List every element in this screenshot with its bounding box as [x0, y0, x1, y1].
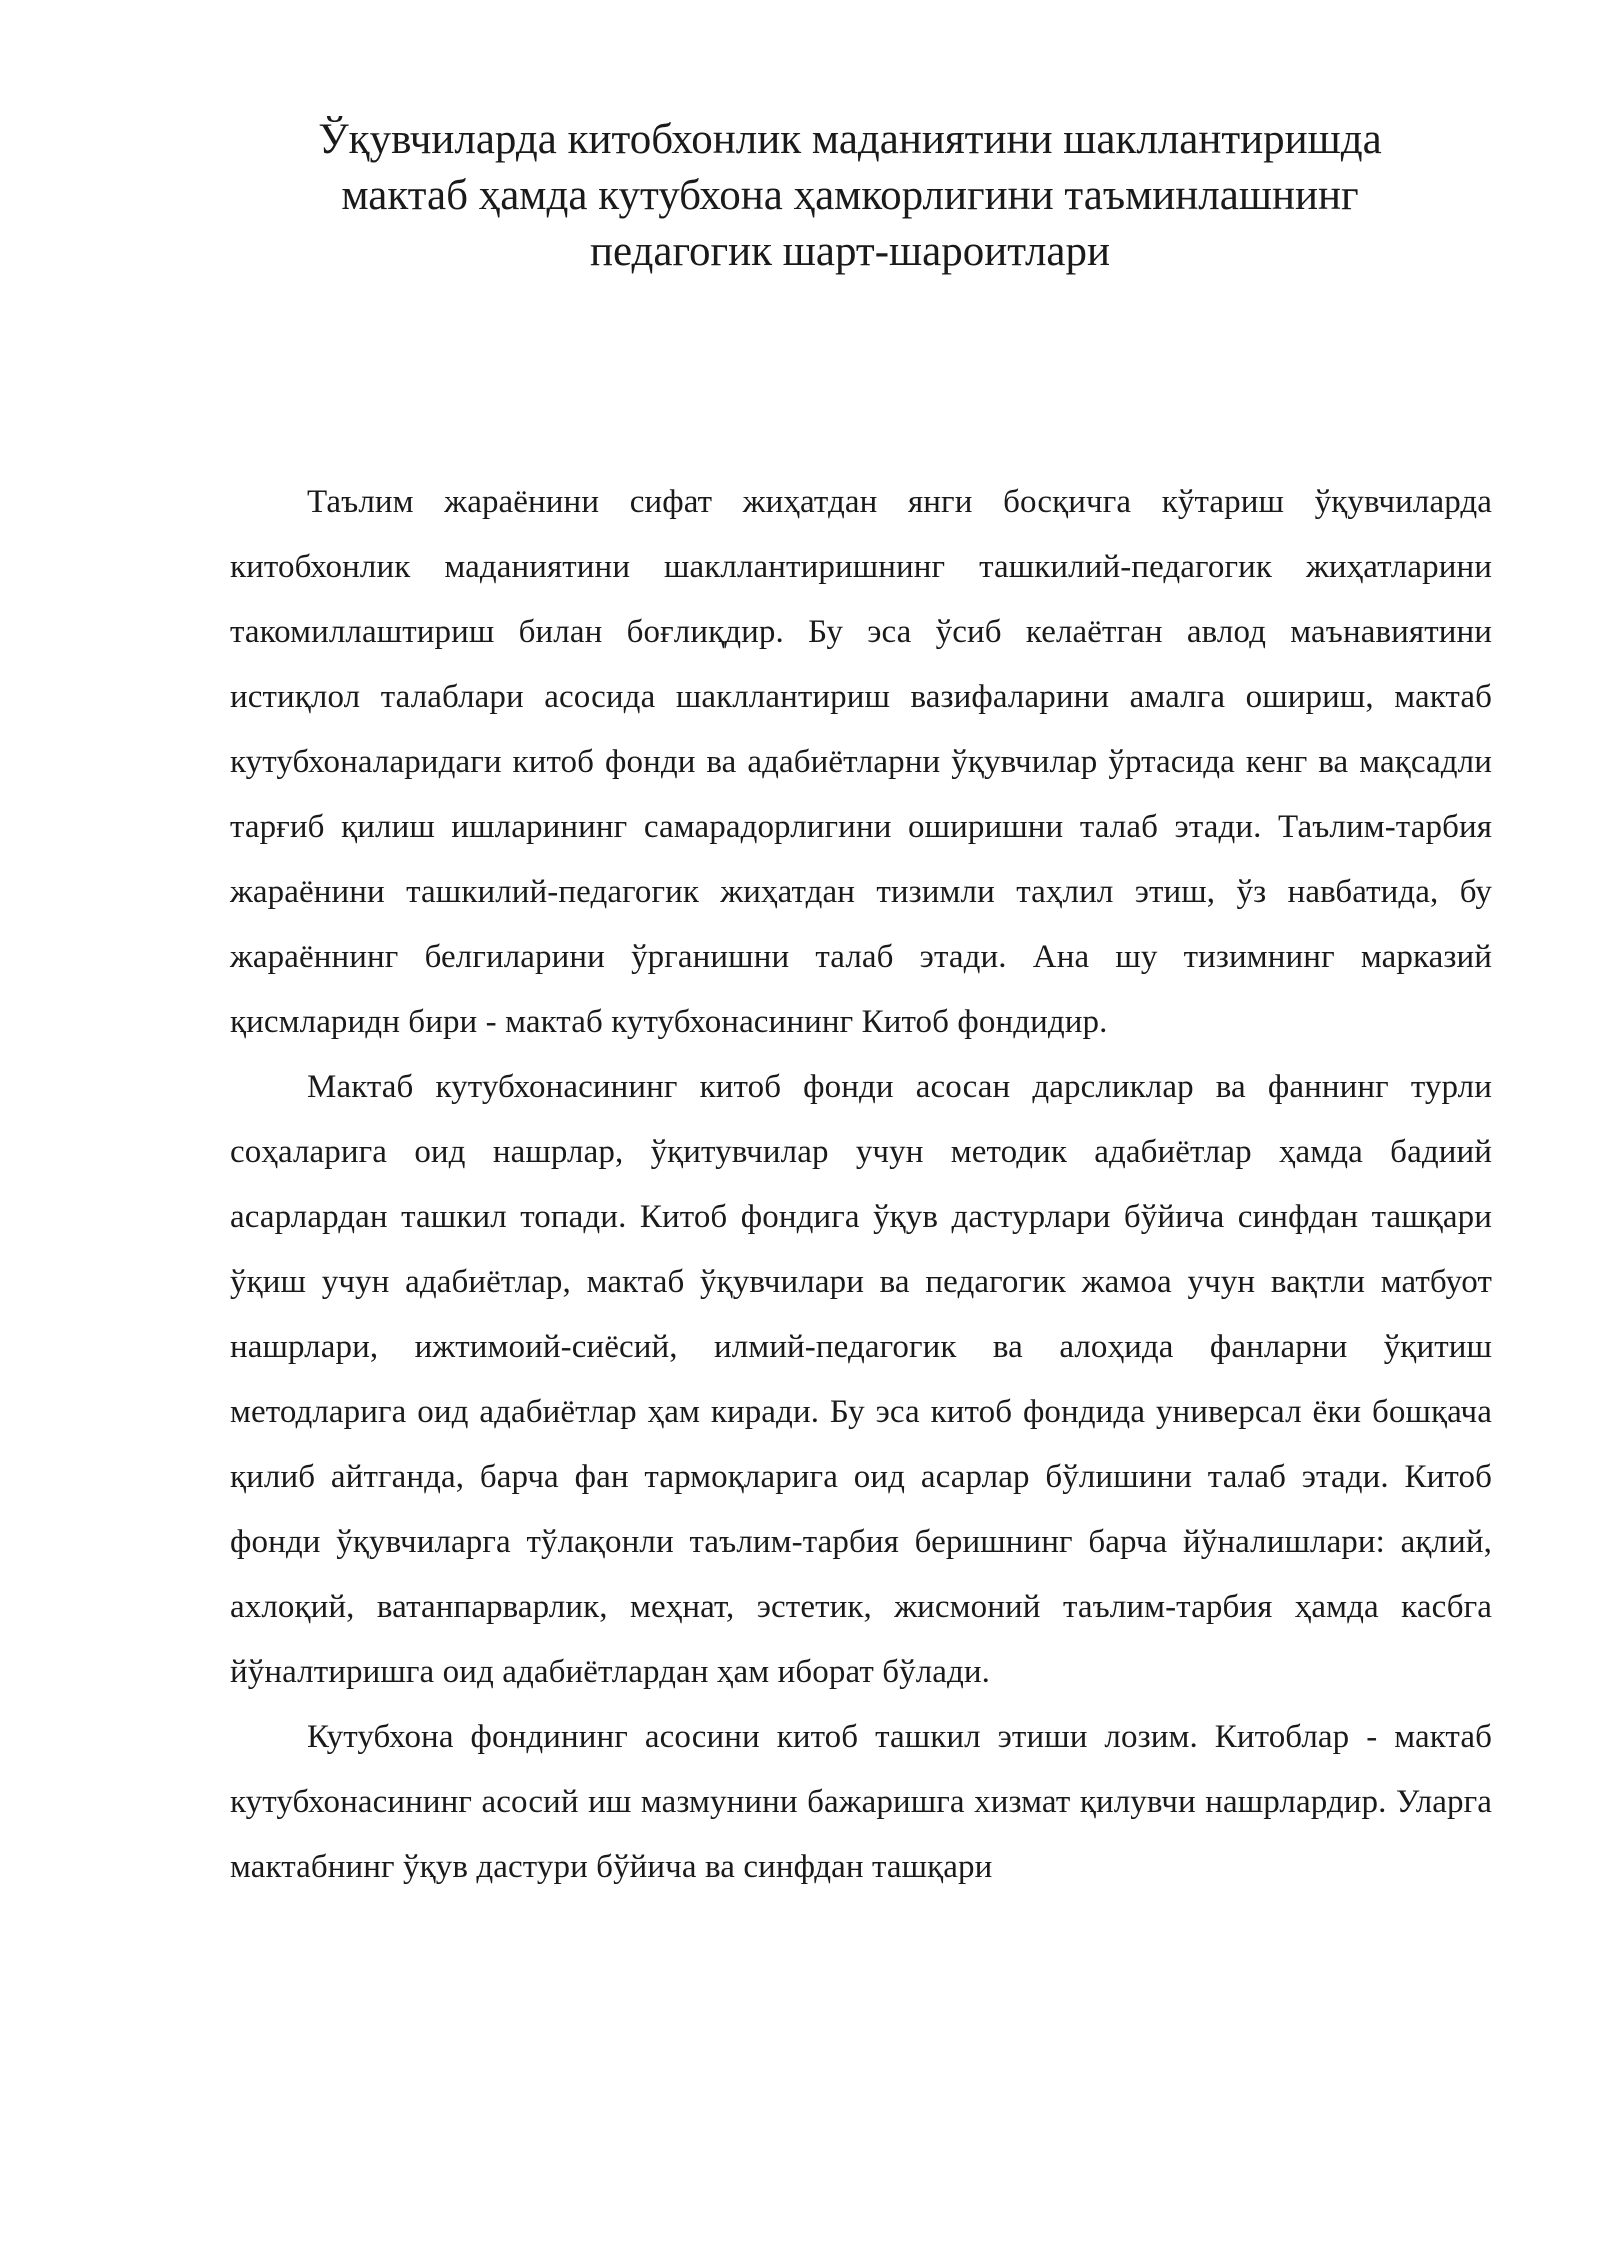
paragraph: Кутубхона фондининг асосини китоб ташкил этиши лозим. Китоблар - мактаб кутубхонасининг асосий иш мазмунини бажаришга хизмат қилувчи нашрлардир. Уларга мактабнинг ўқув дастури бўйича ва синфдан ташқари: [230, 1719, 1492, 1885]
paragraph: Таълим жараёнини сифат жиҳатдан янги босқичга кўтариш ўқувчиларда китобхонлик маданиятини шакллантиришнинг ташкилий-педагогик жиҳатларини такомиллаштириш билан боғлиқдир. Бу эса ўсиб келаётган авлод маънавиятини истиқлол талаблари асосида шакллантириш вазифаларини амалга ошириш, мактаб кутубхоналаридаги китоб фонди ва адабиётларни ўқувчилар ўртасида кенг ва мақсадли тарғиб қилиш ишларининг самарадорлигини оширишни талаб этади. Таълим-тарбия жараёнини ташкилий-педагогик жиҳатдан тизимли таҳлил этиш, ўз навбатида, бу жараённинг белгиларини ўрганишни талаб этади. Ана шу тизимнинг марказий қисмларидн бири - мактаб кутубхонасининг Китоб фондидир.: [230, 484, 1492, 1040]
document-body: [230, 470, 1492, 1900]
title-line: Ўқувчиларда китобхонлик маданиятини шакллантиришда: [318, 116, 1382, 163]
document-title: [230, 112, 1470, 280]
title-line: педагогик шарт-шароитлари: [589, 228, 1111, 275]
paragraph: Мактаб кутубхонасининг китоб фонди асосан дарсликлар ва фаннинг турли соҳаларига оид нашрлар, ўқитувчилар учун методик адабиётлар ҳамда бадиий асарлардан ташкил топади. Китоб фондига ўқув дастурлари бўйича синфдан ташқари ўқиш учун адабиётлар, мактаб ўқувчилари ва педагогик жамоа учун вақтли матбуот нашрлари, ижтимоий-сиёсий, илмий-педагогик ва алоҳида фанларни ўқитиш методларига оид адабиётлар ҳам киради. Бу эса китоб фондида универсал ёки бошқача қилиб айтганда, барча фан тармоқларига оид асарлар бўлишини талаб этади. Китоб фонди ўқувчиларга тўлақонли таълим-тарбия беришнинг барча йўналишлари: ақлий, ахлоқий, ватанпарварлик, меҳнат, эстетик, жисмоний таълим-тарбия ҳамда касбга йўналтиришга оид адабиётлардан ҳам иборат бўлади.: [230, 1069, 1492, 1690]
title-line: мактаб ҳамда кутубхона ҳамкорлигини таъминлашнинг: [341, 172, 1359, 219]
